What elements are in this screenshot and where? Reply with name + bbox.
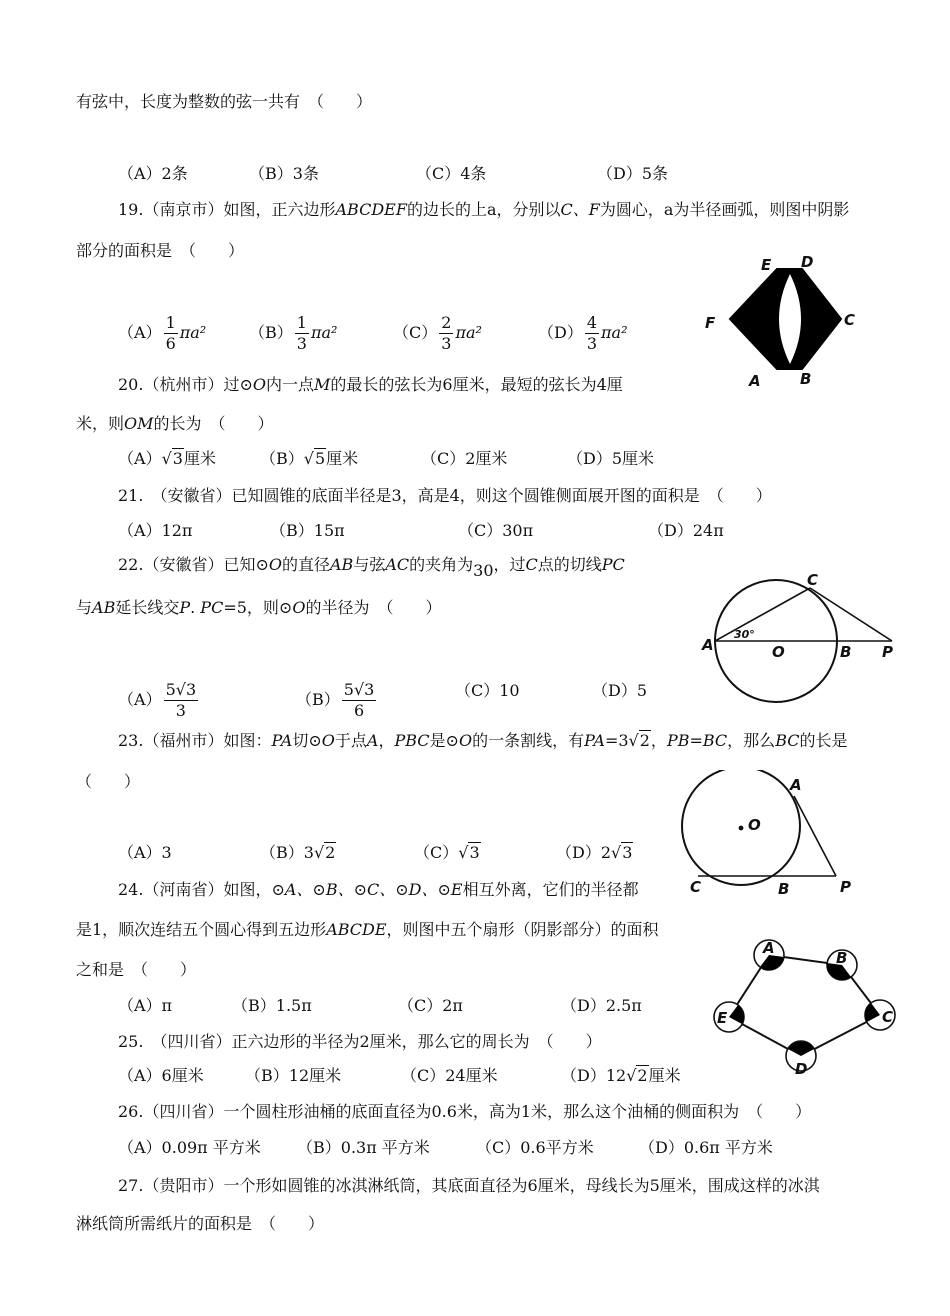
- q24-circle-c: [865, 1000, 895, 1030]
- q19-label-d: D: [801, 253, 814, 271]
- q22-text-e: ，过: [493, 555, 526, 574]
- q19-italic-a: ABCDEF: [335, 200, 407, 219]
- q25-option-a: （A）6厘米: [118, 1066, 204, 1085]
- q18-option-a: （A）2条: [118, 164, 188, 183]
- q24-option-c: （C）2π: [398, 996, 463, 1015]
- q23-label-a: A: [790, 776, 802, 794]
- q23-text-g: =3: [604, 731, 629, 750]
- q22-option-b: [296, 680, 378, 721]
- q22-text-c: 与弦: [353, 555, 386, 574]
- q19-label-c: C: [844, 311, 856, 329]
- q19-option-b-num: 1: [296, 313, 307, 332]
- svg-text:A: A: [763, 939, 775, 957]
- q18-option-b: （B）3条: [249, 164, 319, 183]
- q21-option-b: （B）15π: [270, 521, 345, 540]
- q22-l2-i4: O: [292, 598, 306, 617]
- q20-option-b-label: （B）: [260, 449, 304, 468]
- q23-text-j: ，那么: [727, 731, 776, 750]
- q20-text-c: 的最长的弦长为6厘米，最短的弦长为4厘: [330, 375, 623, 394]
- q22-text-d: 的夹角为: [409, 555, 474, 574]
- q23-i1: PA: [271, 731, 293, 750]
- q23-i4: PBC: [394, 731, 430, 750]
- q22-text: [118, 554, 625, 580]
- q22-label-a: A: [702, 636, 714, 654]
- q23-option-b-label: （B）3: [260, 843, 314, 862]
- q19-option-d: [538, 313, 628, 354]
- q21-option-d: （D）24π: [648, 521, 724, 540]
- q20-text-line2: [76, 413, 274, 435]
- q23-label-p: P: [840, 878, 851, 896]
- q24-line2-a: 是1，顺次连结五个圆心得到五边形: [76, 920, 327, 939]
- svg-text:E: E: [717, 1009, 728, 1027]
- q23-text-k: 的长是: [799, 731, 848, 750]
- q26-option-b: （B）0.3π 平方米: [297, 1138, 430, 1157]
- q22-label-o: O: [772, 643, 785, 661]
- q22-option-b-fraction: [342, 680, 377, 721]
- q23-text-a: 23.（福州市）如图：: [118, 731, 272, 750]
- q22-l2-d: =5，则⊙: [223, 598, 293, 617]
- q24-option-d: （D）2.5π: [561, 996, 642, 1015]
- q22-label-b: B: [840, 643, 852, 661]
- q23-i3: A: [366, 731, 379, 750]
- q22-angle-label: 30°: [734, 628, 755, 641]
- q22-tangent-cp: [810, 588, 892, 641]
- q19-option-d-tail: πa²: [601, 323, 628, 342]
- q18-text: 有弦中，长度为整数的弦一共有 （ ）: [76, 92, 373, 111]
- q22-option-a-label: （A）: [118, 690, 162, 709]
- q22-circle-figure: [700, 570, 900, 705]
- q22-l2-i3: PC: [200, 598, 224, 617]
- q23-text: 23.（福州市）如图：PA切⊙O于点A，PBC是⊙O的一条割线，有PA=3√2，PB=BC，那么BC的长是: [118, 731, 848, 750]
- q23-option-c-radicand: 3: [469, 843, 480, 862]
- q20-line2-italic: OM: [124, 414, 154, 433]
- q21-option-a: （A）12π: [118, 521, 193, 540]
- q26-option-a: （A）0.09π 平方米: [118, 1138, 261, 1157]
- q21-option-c: （C）30π: [458, 521, 534, 540]
- q23-i6: PA: [584, 731, 605, 750]
- q22-text-b: 的直径: [281, 555, 330, 574]
- q22-i4: C: [525, 555, 538, 574]
- q25-option-b: （B）12厘米: [245, 1066, 342, 1085]
- q23-radicand: 2: [639, 731, 650, 750]
- q24-option-a: （A）π: [118, 996, 173, 1015]
- q19-option-a-fraction: [164, 313, 178, 354]
- q24-text: [118, 879, 639, 901]
- q20-italic-m: M: [314, 375, 331, 394]
- q19-option-b: [249, 313, 337, 354]
- q19-label-b: B: [800, 370, 812, 388]
- q22-chord-ac: [715, 588, 810, 641]
- q23-option-a: （A）3: [118, 843, 172, 862]
- svg-text:D: D: [795, 1060, 808, 1078]
- q19-option-c-fraction: [439, 313, 453, 354]
- svg-text:C: C: [882, 1008, 894, 1026]
- q19-option-b-den: 3: [296, 334, 307, 353]
- q19-option-d-num: 4: [586, 313, 598, 332]
- q23-i7: PB: [666, 731, 690, 750]
- q19-option-d-fraction: [585, 313, 599, 354]
- q19-label-f: F: [705, 314, 716, 332]
- q25-option-d-radicand: 2: [637, 1066, 648, 1085]
- q19-option-c-num: 2: [441, 313, 452, 332]
- q20-text: [118, 374, 623, 396]
- q23-text-b: 切⊙: [292, 731, 322, 750]
- q22-i5: PC: [601, 555, 625, 574]
- q23-center-dot: [739, 826, 744, 831]
- q20-line2-b: 的长为 （ ）: [153, 414, 274, 433]
- q24-text-b: 相互外离，它们的半径都: [462, 880, 639, 899]
- q22-option-a-num: 5√3: [165, 680, 197, 699]
- q20-option-b-unit: 厘米: [326, 449, 359, 468]
- q24-circles: A、⊙B、⊙C、⊙D、⊙E: [284, 880, 463, 899]
- q24-line2-italic: ABCDE: [326, 920, 387, 939]
- q22-l2-b: 延长线交: [115, 598, 180, 617]
- q20-option-b: （B）√5厘米: [260, 449, 359, 468]
- q19-option-a-num: 1: [165, 313, 176, 332]
- q19-option-a-tail: πa²: [179, 323, 207, 342]
- q21-text: 21. （安徽省）已知圆锥的底面半径是3，高是4，则这个圆锥侧面展开图的面积是 （ ）: [118, 486, 772, 505]
- q23-text-c: 于点: [334, 731, 367, 750]
- svg-text:B: B: [836, 949, 848, 967]
- q22-l2-c: .: [190, 598, 196, 617]
- q24-text-line3: 之和是 （ ）: [76, 960, 197, 979]
- q23-text-h: ，: [650, 731, 667, 750]
- q19-option-b-tail: πa²: [310, 323, 338, 342]
- q19-option-c-label: （C）: [393, 323, 438, 342]
- q23-text-e: 是⊙: [429, 731, 459, 750]
- q20-option-a: （A）√3厘米: [118, 449, 216, 468]
- q24-text-a: 24.（河南省）如图，⊙: [118, 880, 285, 899]
- q22-option-d: （D）5: [592, 681, 648, 700]
- q23-text-d: ，: [378, 731, 395, 750]
- q19-option-a-den: 6: [165, 334, 176, 353]
- q20-source: （杭州市）: [143, 375, 224, 394]
- q20-text-b: 内一点: [266, 375, 315, 394]
- q26-option-c: （C）0.6平方米: [476, 1138, 594, 1157]
- q19-option-c-tail: πa²: [455, 323, 482, 342]
- q18-option-d: （D）5条: [597, 164, 669, 183]
- q23-option-c: （C）√3: [414, 843, 480, 862]
- q23-label-o: O: [748, 816, 761, 834]
- q24-line2-b: ，则图中五个扇形（阴影部分）的面积: [386, 920, 659, 939]
- q19-label-a: A: [749, 372, 761, 390]
- q22-l2-a: 与: [76, 598, 93, 617]
- q23-label-c: C: [690, 878, 702, 896]
- q23-i8: BC: [702, 731, 728, 750]
- q22-option-a: [118, 680, 200, 721]
- q24-circle-e: [714, 1002, 744, 1032]
- q19-option-d-label: （D）: [538, 323, 583, 342]
- q27-text-line2: 淋纸筒所需纸片的面积是 （ ）: [76, 1214, 325, 1233]
- q22-text-a: 22.（安徽省）已知⊙: [118, 555, 269, 574]
- q23-i5: O: [458, 731, 473, 750]
- q20-italic-o: O: [252, 375, 267, 394]
- q23-tangent-pa: [794, 796, 836, 876]
- q24-circle-b: [827, 949, 857, 980]
- q24-circle-d: [786, 1041, 816, 1078]
- q22-i3: AC: [385, 555, 410, 574]
- q19-text-b: 的边长的上a，分别以: [406, 200, 561, 219]
- q22-text-line2: [76, 597, 441, 619]
- q24-pentagon-figure: [712, 930, 906, 1080]
- q27-text: 27.（贵阳市）一个形如圆锥的冰淇淋纸筒，其底面直径为6厘米，母线长为5厘米，围成这样的冰淇: [118, 1176, 820, 1195]
- q19-option-a: [118, 313, 206, 354]
- q19-label-e: E: [761, 256, 772, 274]
- q22-option-c: （C）10: [455, 681, 520, 700]
- q19-text-a: 如图，正六边形: [223, 200, 336, 219]
- q22-l2-e: 的半径为 （ ）: [305, 598, 442, 617]
- q23-option-d-radicand: 3: [622, 843, 633, 862]
- q19-text-c: 为圆心，a为半径画弧，则图中阴影: [599, 200, 850, 219]
- q19-source: （南京市）: [143, 200, 224, 219]
- q22-option-a-fraction: [164, 680, 199, 721]
- q19-italic-b: C、F: [560, 200, 600, 219]
- q23-text-f: 的一条割线，有: [472, 731, 585, 750]
- q22-i1: O: [268, 555, 282, 574]
- q19-number: 19.: [118, 200, 144, 219]
- q19-hexagon-figure: [695, 250, 865, 392]
- q23-option-d: （D）2√3: [556, 843, 633, 862]
- q20-option-d: （D）5厘米: [567, 449, 655, 468]
- q23-option-b: （B）3√2: [260, 843, 336, 862]
- q26-text: 26.（四川省）一个圆柱形油桶的底面直径为0.6米，高为1米，那么这个油桶的侧面积为 （ ）: [118, 1102, 812, 1121]
- q22-option-b-label: （B）: [296, 690, 340, 709]
- q23-option-b-radicand: 2: [325, 843, 336, 862]
- q20-option-b-radicand: 5: [314, 449, 326, 468]
- q25-option-d: （D）12√2厘米: [561, 1066, 681, 1085]
- q23-secant-figure: [678, 770, 863, 898]
- q19-option-d-den: 3: [586, 334, 598, 353]
- q19-text: [118, 199, 849, 221]
- q23-i9: BC: [775, 731, 800, 750]
- q25-text: 25. （四川省）正六边形的半径为2厘米，那么它的周长为 （ ）: [118, 1032, 602, 1051]
- q20-option-c: （C）2厘米: [421, 449, 508, 468]
- q25-option-d-label: （D）12: [561, 1066, 627, 1085]
- q23-option-d-label: （D）2: [556, 843, 612, 862]
- q22-text-f: 点的切线: [537, 555, 602, 574]
- q19-option-c-den: 3: [441, 334, 452, 353]
- q22-label-c: C: [807, 571, 819, 589]
- q19-option-c: [393, 313, 482, 354]
- q23-text-line2: （ ）: [76, 772, 141, 791]
- q24-text-line2: [76, 919, 659, 941]
- q20-text-a: 过⊙: [223, 375, 253, 394]
- q19-text-line2: 部分的面积是 （ ）: [76, 241, 245, 260]
- q23-text-i: =: [689, 731, 703, 750]
- q22-option-a-den: 3: [175, 701, 186, 720]
- q19-option-a-label: （A）: [118, 323, 162, 342]
- q19-option-b-fraction: [295, 313, 309, 354]
- q22-angle: 30: [473, 561, 494, 580]
- q23-option-c-label: （C）: [414, 843, 459, 862]
- q20-number: 20.: [118, 375, 144, 394]
- q23-i2: O: [321, 731, 335, 750]
- q26-option-d: （D）0.6π 平方米: [639, 1138, 773, 1157]
- q24-option-b: （B）1.5π: [232, 996, 312, 1015]
- q20-line2-a: 米，则: [76, 414, 125, 433]
- q24-circle-a: [754, 939, 784, 970]
- q22-option-b-num: 5√3: [343, 680, 375, 699]
- q20-option-a-radicand: 3: [172, 449, 183, 468]
- q23-label-b: B: [778, 880, 790, 898]
- q22-i2: AB: [330, 555, 354, 574]
- q18-option-c: （C）4条: [416, 164, 487, 183]
- q22-l2-i2: P: [179, 598, 191, 617]
- q25-option-c: （C）24厘米: [401, 1066, 498, 1085]
- q22-option-b-den: 6: [353, 701, 365, 720]
- q22-l2-i1: AB: [92, 598, 116, 617]
- q22-label-p: P: [882, 643, 893, 661]
- q19-option-b-label: （B）: [249, 323, 293, 342]
- q20-option-a-label: （A）: [118, 449, 162, 468]
- q20-option-a-unit: 厘米: [183, 449, 216, 468]
- q25-option-d-unit: 厘米: [648, 1066, 681, 1085]
